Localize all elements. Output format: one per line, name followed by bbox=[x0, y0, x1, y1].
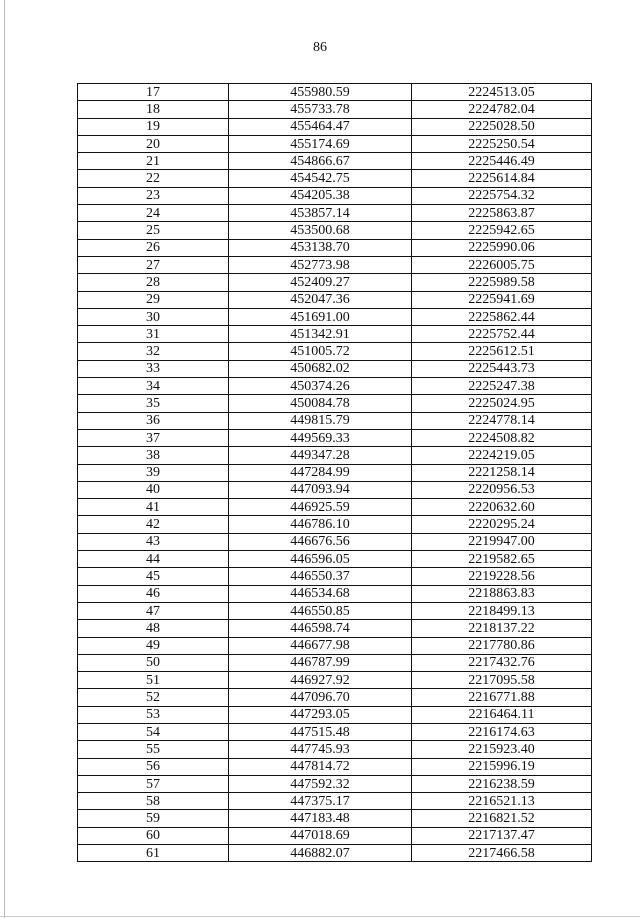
table-row bbox=[78, 723, 592, 740]
y-coordinate-cell: 2224778.14 bbox=[412, 412, 592, 429]
point-number-cell: 33 bbox=[78, 360, 229, 377]
point-number-cell: 54 bbox=[78, 723, 229, 740]
x-coordinate-cell: 447093.94 bbox=[229, 481, 412, 498]
x-coordinate-cell: 451691.00 bbox=[229, 308, 412, 325]
point-number-cell: 24 bbox=[78, 205, 229, 222]
point-number-cell: 34 bbox=[78, 378, 229, 395]
point-number-cell: 45 bbox=[78, 568, 229, 585]
x-coordinate-cell: 450374.26 bbox=[229, 378, 412, 395]
table-row bbox=[78, 775, 592, 792]
point-number-cell: 31 bbox=[78, 326, 229, 343]
y-coordinate-cell: 2225863.87 bbox=[412, 205, 592, 222]
y-coordinate-cell: 2219947.00 bbox=[412, 533, 592, 550]
y-coordinate-cell: 2225754.32 bbox=[412, 187, 592, 204]
point-number-cell: 18 bbox=[78, 101, 229, 118]
y-coordinate-cell: 2225862.44 bbox=[412, 308, 592, 325]
y-coordinate-cell: 2216521.13 bbox=[412, 793, 592, 810]
y-coordinate-cell: 2225250.54 bbox=[412, 135, 592, 152]
table-row bbox=[78, 637, 592, 654]
x-coordinate-cell: 447814.72 bbox=[229, 758, 412, 775]
x-coordinate-cell: 451342.91 bbox=[229, 326, 412, 343]
y-coordinate-cell: 2225612.51 bbox=[412, 343, 592, 360]
table-row bbox=[78, 239, 592, 256]
table-row bbox=[78, 672, 592, 689]
point-number-cell: 57 bbox=[78, 775, 229, 792]
y-coordinate-cell: 2225941.69 bbox=[412, 291, 592, 308]
point-number-cell: 40 bbox=[78, 481, 229, 498]
y-coordinate-cell: 2215996.19 bbox=[412, 758, 592, 775]
point-number-cell: 17 bbox=[78, 84, 229, 101]
y-coordinate-cell: 2221258.14 bbox=[412, 464, 592, 481]
y-coordinate-cell: 2217466.58 bbox=[412, 845, 592, 862]
x-coordinate-cell: 447745.93 bbox=[229, 741, 412, 758]
x-coordinate-cell: 455174.69 bbox=[229, 135, 412, 152]
table-row bbox=[78, 222, 592, 239]
point-number-cell: 53 bbox=[78, 706, 229, 723]
table-row bbox=[78, 585, 592, 602]
point-number-cell: 29 bbox=[78, 291, 229, 308]
y-coordinate-cell: 2224513.05 bbox=[412, 84, 592, 101]
table-row bbox=[78, 170, 592, 187]
x-coordinate-cell: 447293.05 bbox=[229, 706, 412, 723]
table-row bbox=[78, 464, 592, 481]
x-coordinate-cell: 447592.32 bbox=[229, 775, 412, 792]
point-number-cell: 26 bbox=[78, 239, 229, 256]
x-coordinate-cell: 449569.33 bbox=[229, 429, 412, 446]
y-coordinate-cell: 2225752.44 bbox=[412, 326, 592, 343]
y-coordinate-cell: 2219582.65 bbox=[412, 551, 592, 568]
x-coordinate-cell: 446882.07 bbox=[229, 845, 412, 862]
y-coordinate-cell: 2225942.65 bbox=[412, 222, 592, 239]
x-coordinate-cell: 454866.67 bbox=[229, 153, 412, 170]
table-row bbox=[78, 84, 592, 101]
x-coordinate-cell: 452409.27 bbox=[229, 274, 412, 291]
x-coordinate-cell: 449815.79 bbox=[229, 412, 412, 429]
y-coordinate-cell: 2225247.38 bbox=[412, 378, 592, 395]
y-coordinate-cell: 2216238.59 bbox=[412, 775, 592, 792]
point-number-cell: 36 bbox=[78, 412, 229, 429]
x-coordinate-cell: 446676.56 bbox=[229, 533, 412, 550]
point-number-cell: 25 bbox=[78, 222, 229, 239]
table-row bbox=[78, 187, 592, 204]
table-row bbox=[78, 153, 592, 170]
y-coordinate-cell: 2224782.04 bbox=[412, 101, 592, 118]
point-number-cell: 19 bbox=[78, 118, 229, 135]
x-coordinate-cell: 446550.37 bbox=[229, 568, 412, 585]
coordinate-table bbox=[77, 83, 592, 862]
point-number-cell: 22 bbox=[78, 170, 229, 187]
point-number-cell: 59 bbox=[78, 810, 229, 827]
table-row bbox=[78, 810, 592, 827]
point-number-cell: 52 bbox=[78, 689, 229, 706]
table-row bbox=[78, 308, 592, 325]
table-row bbox=[78, 274, 592, 291]
table-row bbox=[78, 689, 592, 706]
x-coordinate-cell: 453500.68 bbox=[229, 222, 412, 239]
y-coordinate-cell: 2217780.86 bbox=[412, 637, 592, 654]
point-number-cell: 42 bbox=[78, 516, 229, 533]
y-coordinate-cell: 2219228.56 bbox=[412, 568, 592, 585]
x-coordinate-cell: 453857.14 bbox=[229, 205, 412, 222]
table-row bbox=[78, 481, 592, 498]
table-row bbox=[78, 395, 592, 412]
table-row bbox=[78, 516, 592, 533]
table-row bbox=[78, 429, 592, 446]
point-number-cell: 20 bbox=[78, 135, 229, 152]
point-number-cell: 21 bbox=[78, 153, 229, 170]
y-coordinate-cell: 2225446.49 bbox=[412, 153, 592, 170]
y-coordinate-cell: 2216174.63 bbox=[412, 723, 592, 740]
table-row bbox=[78, 706, 592, 723]
table-row bbox=[78, 793, 592, 810]
y-coordinate-cell: 2218863.83 bbox=[412, 585, 592, 602]
point-number-cell: 28 bbox=[78, 274, 229, 291]
table-row bbox=[78, 620, 592, 637]
table-row bbox=[78, 758, 592, 775]
point-number-cell: 39 bbox=[78, 464, 229, 481]
x-coordinate-cell: 447096.70 bbox=[229, 689, 412, 706]
x-coordinate-cell: 450084.78 bbox=[229, 395, 412, 412]
table-row bbox=[78, 360, 592, 377]
table-row bbox=[78, 447, 592, 464]
x-coordinate-cell: 452047.36 bbox=[229, 291, 412, 308]
table-row bbox=[78, 118, 592, 135]
table-row bbox=[78, 101, 592, 118]
x-coordinate-cell: 455464.47 bbox=[229, 118, 412, 135]
x-coordinate-cell: 446787.99 bbox=[229, 654, 412, 671]
y-coordinate-cell: 2225614.84 bbox=[412, 170, 592, 187]
point-number-cell: 47 bbox=[78, 602, 229, 619]
point-number-cell: 38 bbox=[78, 447, 229, 464]
y-coordinate-cell: 2217095.58 bbox=[412, 672, 592, 689]
y-coordinate-cell: 2225989.58 bbox=[412, 274, 592, 291]
point-number-cell: 43 bbox=[78, 533, 229, 550]
point-number-cell: 23 bbox=[78, 187, 229, 204]
point-number-cell: 37 bbox=[78, 429, 229, 446]
table-row bbox=[78, 343, 592, 360]
table-row bbox=[78, 256, 592, 273]
y-coordinate-cell: 2225024.95 bbox=[412, 395, 592, 412]
table-row bbox=[78, 568, 592, 585]
y-coordinate-cell: 2225990.06 bbox=[412, 239, 592, 256]
x-coordinate-cell: 446925.59 bbox=[229, 499, 412, 516]
point-number-cell: 44 bbox=[78, 551, 229, 568]
y-coordinate-cell: 2225443.73 bbox=[412, 360, 592, 377]
point-number-cell: 35 bbox=[78, 395, 229, 412]
x-coordinate-cell: 455733.78 bbox=[229, 101, 412, 118]
y-coordinate-cell: 2217432.76 bbox=[412, 654, 592, 671]
coordinate-table-body bbox=[78, 84, 592, 862]
table-row bbox=[78, 654, 592, 671]
point-number-cell: 41 bbox=[78, 499, 229, 516]
table-row bbox=[78, 845, 592, 862]
scan-bottom-line bbox=[0, 916, 640, 917]
point-number-cell: 58 bbox=[78, 793, 229, 810]
y-coordinate-cell: 2220295.24 bbox=[412, 516, 592, 533]
x-coordinate-cell: 447515.48 bbox=[229, 723, 412, 740]
table-row bbox=[78, 533, 592, 550]
point-number-cell: 50 bbox=[78, 654, 229, 671]
x-coordinate-cell: 454542.75 bbox=[229, 170, 412, 187]
scan-edge-line bbox=[4, 0, 5, 918]
point-number-cell: 60 bbox=[78, 827, 229, 844]
x-coordinate-cell: 449347.28 bbox=[229, 447, 412, 464]
x-coordinate-cell: 446534.68 bbox=[229, 585, 412, 602]
y-coordinate-cell: 2220632.60 bbox=[412, 499, 592, 516]
point-number-cell: 61 bbox=[78, 845, 229, 862]
x-coordinate-cell: 447183.48 bbox=[229, 810, 412, 827]
x-coordinate-cell: 447284.99 bbox=[229, 464, 412, 481]
x-coordinate-cell: 451005.72 bbox=[229, 343, 412, 360]
y-coordinate-cell: 2216821.52 bbox=[412, 810, 592, 827]
point-number-cell: 32 bbox=[78, 343, 229, 360]
table-row bbox=[78, 135, 592, 152]
table-row bbox=[78, 551, 592, 568]
y-coordinate-cell: 2224508.82 bbox=[412, 429, 592, 446]
x-coordinate-cell: 454205.38 bbox=[229, 187, 412, 204]
x-coordinate-cell: 446550.85 bbox=[229, 602, 412, 619]
point-number-cell: 27 bbox=[78, 256, 229, 273]
table-row bbox=[78, 326, 592, 343]
y-coordinate-cell: 2215923.40 bbox=[412, 741, 592, 758]
x-coordinate-cell: 446596.05 bbox=[229, 551, 412, 568]
point-number-cell: 46 bbox=[78, 585, 229, 602]
point-number-cell: 56 bbox=[78, 758, 229, 775]
point-number-cell: 51 bbox=[78, 672, 229, 689]
x-coordinate-cell: 450682.02 bbox=[229, 360, 412, 377]
y-coordinate-cell: 2226005.75 bbox=[412, 256, 592, 273]
y-coordinate-cell: 2225028.50 bbox=[412, 118, 592, 135]
table-row bbox=[78, 378, 592, 395]
table-row bbox=[78, 827, 592, 844]
x-coordinate-cell: 446786.10 bbox=[229, 516, 412, 533]
y-coordinate-cell: 2220956.53 bbox=[412, 481, 592, 498]
y-coordinate-cell: 2218137.22 bbox=[412, 620, 592, 637]
y-coordinate-cell: 2224219.05 bbox=[412, 447, 592, 464]
y-coordinate-cell: 2216771.88 bbox=[412, 689, 592, 706]
table-row bbox=[78, 741, 592, 758]
x-coordinate-cell: 455980.59 bbox=[229, 84, 412, 101]
x-coordinate-cell: 446598.74 bbox=[229, 620, 412, 637]
y-coordinate-cell: 2217137.47 bbox=[412, 827, 592, 844]
page-number: 86 bbox=[313, 40, 327, 55]
table-row bbox=[78, 412, 592, 429]
y-coordinate-cell: 2216464.11 bbox=[412, 706, 592, 723]
table-row bbox=[78, 291, 592, 308]
x-coordinate-cell: 447375.17 bbox=[229, 793, 412, 810]
point-number-cell: 55 bbox=[78, 741, 229, 758]
point-number-cell: 49 bbox=[78, 637, 229, 654]
point-number-cell: 48 bbox=[78, 620, 229, 637]
x-coordinate-cell: 453138.70 bbox=[229, 239, 412, 256]
y-coordinate-cell: 2218499.13 bbox=[412, 602, 592, 619]
x-coordinate-cell: 446927.92 bbox=[229, 672, 412, 689]
x-coordinate-cell: 447018.69 bbox=[229, 827, 412, 844]
point-number-cell: 30 bbox=[78, 308, 229, 325]
table-row bbox=[78, 205, 592, 222]
x-coordinate-cell: 452773.98 bbox=[229, 256, 412, 273]
x-coordinate-cell: 446677.98 bbox=[229, 637, 412, 654]
table-row bbox=[78, 499, 592, 516]
table-row bbox=[78, 602, 592, 619]
